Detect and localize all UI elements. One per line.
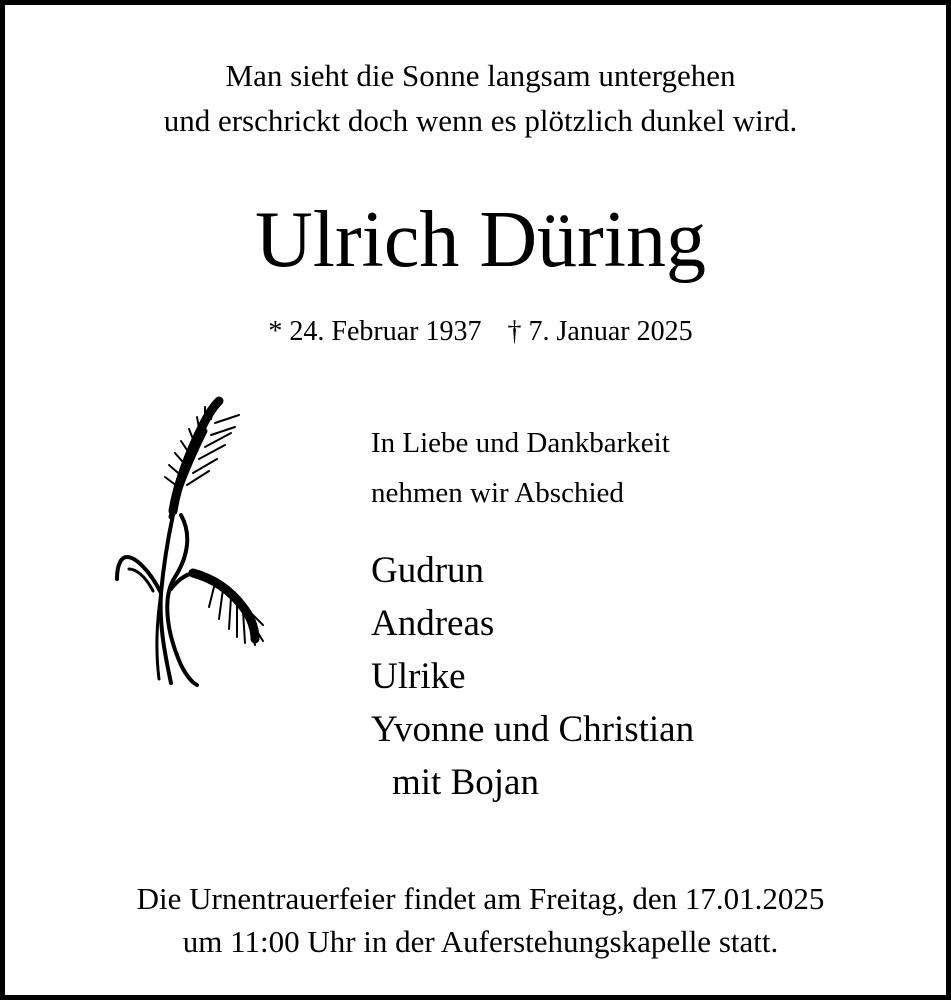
mourner-name: Andreas [371,603,495,644]
deceased-name: Ulrich Düring [254,196,706,284]
service-line-2: um 11:00 Uhr in der Auferstehungskapelle statt. [182,924,779,959]
service-line-1: Die Urnentrauerfeier findet am Freitag, den 17.01.2025 [136,881,825,916]
wheat-ears-icon [105,393,275,693]
verse-line-1: Man sieht die Sonne langsam untergehen [225,58,736,93]
mourner-name: Gudrun [371,550,485,591]
life-dates [5,315,951,349]
farewell-line-2: nehmen wir Abschied [371,477,624,509]
death-date: † 7. Januar 2025 [507,316,693,347]
farewell-line-1: In Liebe und Dankbarkeit [371,427,670,459]
birth-date: * 24. Februar 1937 [268,316,482,347]
mourner-name: Ulrike [371,656,466,697]
mourner-name: Yvonne und Christian [371,709,695,750]
verse-line-2: und erschrickt doch wenn es plötzlich dunkel wird. [163,103,798,138]
mourner-name: mit Bojan [392,762,539,803]
